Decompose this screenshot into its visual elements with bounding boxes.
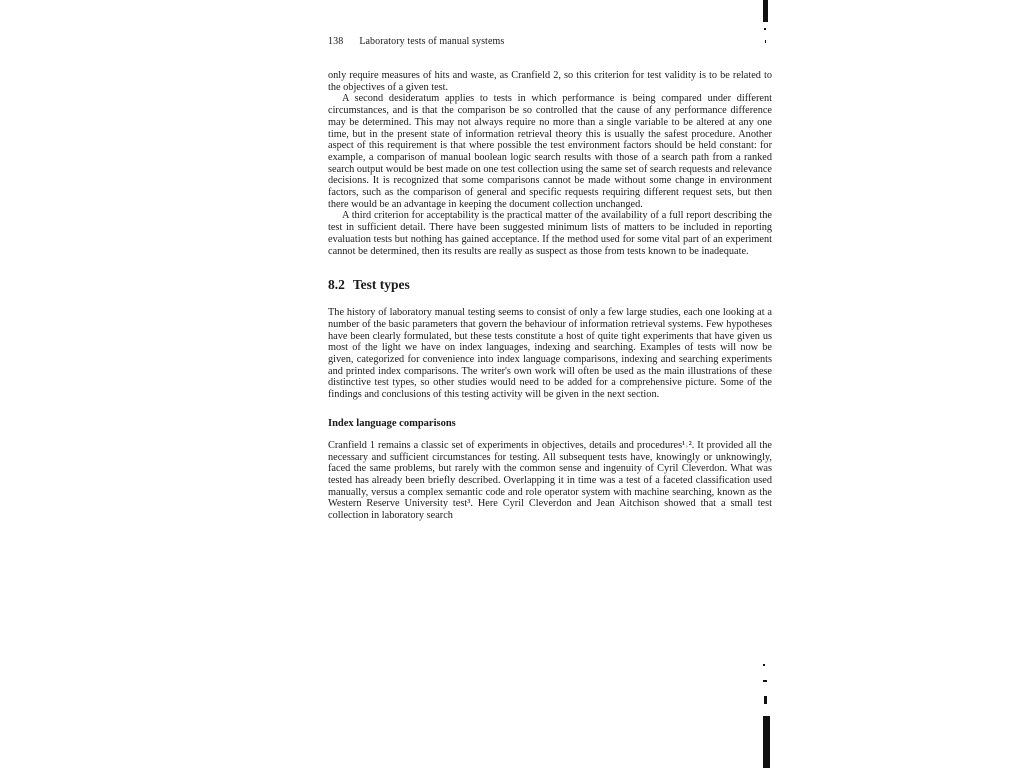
text-column [328, 36, 772, 522]
section-title: Test types [352, 277, 410, 293]
scan-speck [763, 664, 765, 666]
scan-edge-mark [763, 0, 768, 22]
paragraph: A third criterion for acceptability is the practical matter of the availability of a full report describing the test in sufficient detail. There have been suggested minimum lists of matters to be included in reporting evaluation tests but nothing has gained acceptance. If the method used for some vital part of an experiment cannot be determined, then its results are really as suspect as those from tests known to be inadequate. [328, 210, 772, 257]
section-number: 8.2 [328, 277, 345, 293]
scan-edge-mark [763, 716, 770, 768]
running-title: Laboratory tests of manual systems [359, 36, 505, 47]
scan-speck [764, 28, 766, 30]
page-number: 138 [328, 36, 344, 47]
paragraph: A second desideratum applies to tests in which performance is being compared under different circumstances, and is that the comparison be so controlled that the cause of any performance difference may be determined. This may not always require no more than a single variable to be altered at any one time, but in the present state of information retrieval theory this is usually the safest procedure. Another aspect of this requirement is that where possible the test environment factors should be held constant: for example, a comparison of manual boolean logic search results with those of a search path from a ranked search output would be best made on one test collection using the same set of search requests and relevance decisions. It is recognized that some comparisons cannot be made without some change in environment factors, such as the comparison of general and specific requests requiring different request sets, but then there would be an advantage in keeping the document collection unchanged. [328, 93, 772, 210]
subsection-heading: Index language comparisons [328, 417, 456, 429]
running-head [328, 36, 772, 48]
section-heading [328, 277, 772, 293]
paragraph: The history of laboratory manual testing seems to consist of only a few large studies, each one looking at a number of the basic parameters that govern the behaviour of information retrieval systems. Few hypotheses have been clearly formulated, but these tests constitute a host of quite tight experiments that have given us most of the light we have on index languages, indexing and searching. Examples of tests will now be given, categorized for convenience into index language comparisons, indexing and searching experiments and printed index comparisons. The writer's own work will often be used as the main illustrations of these distinctive test types, so other studies would need to be added for a comprehensive picture. Some of the findings and conclusions of this testing activity will be given in the next section. [328, 307, 772, 401]
scan-speck [763, 680, 767, 682]
paragraph: only require measures of hits and waste, as Cranfield 2, so this criterion for test validity is to be related to the objectives of a given test. [328, 70, 772, 93]
scan-speck [764, 696, 767, 704]
paragraph: Cranfield 1 remains a classic set of experiments in objectives, details and procedures¹˒². It provided all the necessary and sufficient circumstances for testing. All subsequent tests have, knowingly or unknowingly, faced the same problems, but rarely with the common sense and ingenuity of Cyril Cleverdon. What was tested has already been briefly described. Overlapping it in time was a test of a faceted classification used manually, versus a complex semantic code and role operator system with machine searching, known as the Western Reserve University test³. Here Cyril Cleverdon and Jean Aitchison showed that a small test collection in laboratory search [328, 439, 772, 522]
